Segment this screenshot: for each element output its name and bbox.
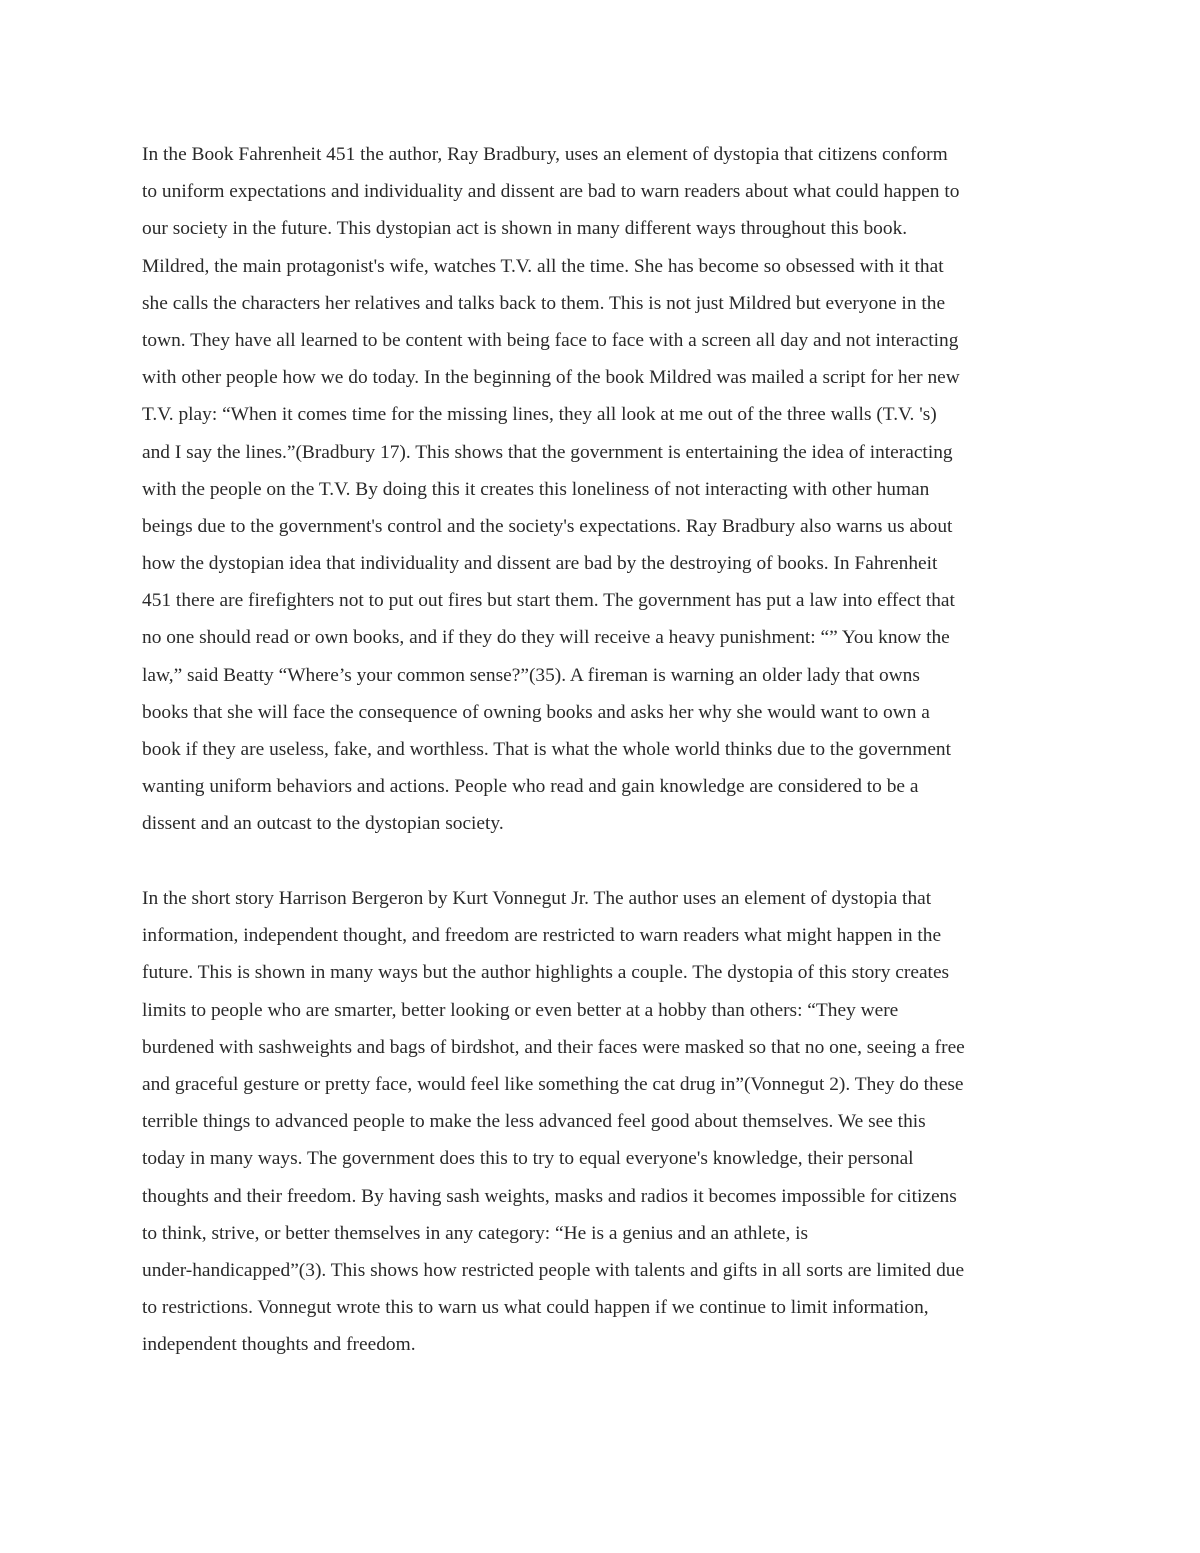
- text-line: 451 there are firefighters not to put out fires but start them. The government has put a law into effect that: [142, 590, 955, 612]
- text-line: today in many ways. The government does this to try to equal everyone's knowledge, their personal: [142, 1148, 914, 1170]
- text-line: Mildred, the main protagonist's wife, watches T.V. all the time. She has become so obsessed with it that: [142, 255, 944, 277]
- text-line: law,” said Beatty “Where’s your common sense?”(35). A fireman is warning an older lady that owns: [142, 664, 920, 686]
- text-line: town. They have all learned to be content with being face to face with a screen all day and not interacting: [142, 329, 959, 351]
- text-line: T.V. play: “When it comes time for the missing lines, they all look at me out of the three walls (T.V. 's): [142, 404, 937, 426]
- text-line: no one should read or own books, and if they do they will receive a heavy punishment: “” You know the: [142, 627, 950, 649]
- text-line: to uniform expectations and individuality and dissent are bad to warn readers about what could happen to: [142, 181, 960, 203]
- text-line: to think, strive, or better themselves in any category: “He is a genius and an athlete, is: [142, 1222, 809, 1244]
- text-line: she calls the characters her relatives and talks back to them. This is not just Mildred but everyone in the: [142, 292, 946, 314]
- text-line: books that she will face the consequence of owning books and asks her why she would want to own a: [142, 701, 930, 723]
- text-line: how the dystopian idea that individuality and dissent are bad by the destroying of books. In Fahrenheit: [142, 553, 938, 575]
- text-line: beings due to the government's control and the society's expectations. Ray Bradbury also warns us about: [142, 515, 953, 537]
- text-line: burdened with sashweights and bags of birdshot, and their faces were masked so that no one, seeing a free: [142, 1036, 965, 1058]
- text-line: thoughts and their freedom. By having sash weights, masks and radios it becomes impossible for citizens: [142, 1185, 957, 1207]
- text-line: under-handicapped”(3). This shows how restricted people with talents and gifts in all sorts are limited due: [142, 1259, 965, 1281]
- text-line: our society in the future. This dystopian act is shown in many different ways throughout this book.: [142, 218, 908, 240]
- essay-paragraph-fahrenheit-451: [142, 136, 1058, 843]
- text-line: and I say the lines.”(Bradbury 17). This shows that the government is entertaining the idea of interacting: [142, 441, 953, 463]
- text-line: and graceful gesture or pretty face, would feel like something the cat drug in”(Vonnegut 2). They do these: [142, 1073, 964, 1095]
- text-line: to restrictions. Vonnegut wrote this to warn us what could happen if we continue to limit information,: [142, 1297, 929, 1319]
- text-line: future. This is shown in many ways but the author highlights a couple. The dystopia of this story creates: [142, 962, 950, 984]
- text-line: In the short story Harrison Bergeron by Kurt Vonnegut Jr. The author uses an element of dystopia that: [142, 888, 932, 909]
- text-line: with other people how we do today. In the beginning of the book Mildred was mailed a script for her new: [142, 367, 960, 389]
- text-line: dissent and an outcast to the dystopian society.: [142, 813, 504, 835]
- text-line: wanting uniform behaviors and actions. People who read and gain knowledge are considered to be a: [142, 776, 919, 798]
- text-line: terrible things to advanced people to make the less advanced feel good about themselves. We see this: [142, 1111, 926, 1133]
- text-line: information, independent thought, and freedom are restricted to warn readers what might happen in the: [142, 925, 942, 947]
- text-line: book if they are useless, fake, and worthless. That is what the whole world thinks due to the government: [142, 739, 952, 760]
- text-line: limits to people who are smarter, better looking or even better at a hobby than others: “They were: [142, 999, 899, 1021]
- essay-paragraph-harrison-bergeron: [142, 880, 1058, 1363]
- text-line: In the Book Fahrenheit 451 the author, Ray Bradbury, uses an element of dystopia that citizens conform: [142, 144, 948, 165]
- text-line: independent thoughts and freedom.: [142, 1334, 416, 1356]
- text-line: with the people on the T.V. By doing this it creates this loneliness of not interacting with other human: [142, 478, 930, 500]
